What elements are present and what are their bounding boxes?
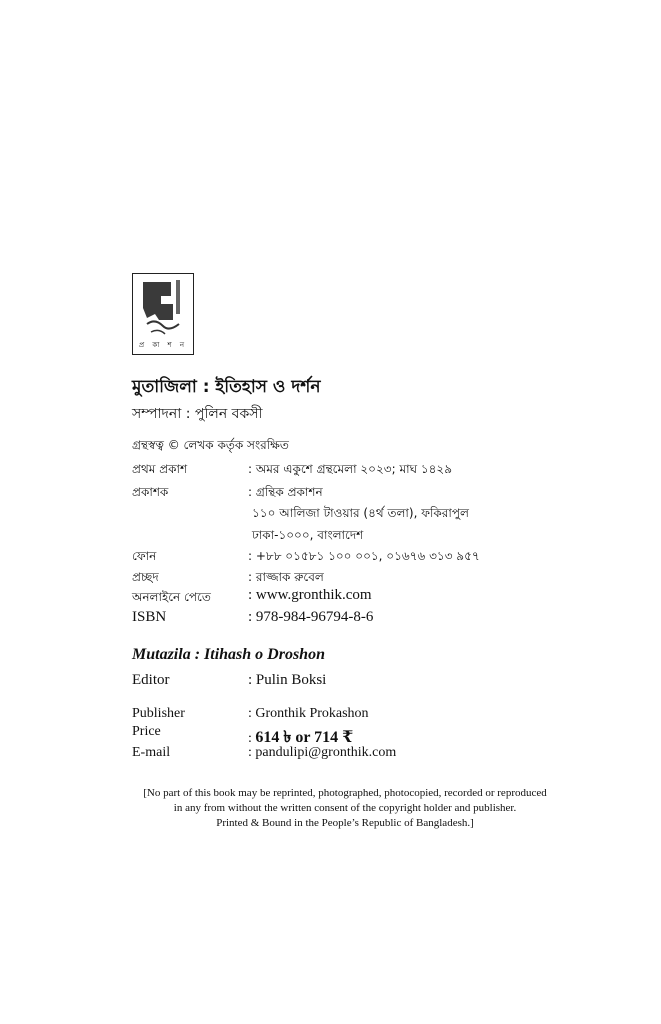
logo-caption: প্র কা শ ন <box>138 341 188 349</box>
copyright-notice: গ্রন্থস্বত্ব © লেখক কর্তৃক সংরক্ষিত <box>132 438 289 452</box>
disclaimer-line: in any from without the written consent of the copyright holder and publisher. <box>173 802 517 814</box>
isbn-label: ISBN <box>132 609 167 625</box>
info-value: ঢাকা-১০০০, বাংলাদেশ <box>252 528 364 542</box>
price-label: Price <box>132 724 161 739</box>
info-value: : গ্রন্থিক প্রকাশন <box>248 485 323 499</box>
info-label: প্রকাশক <box>132 485 169 499</box>
website-link[interactable]: : www.gronthik.com <box>248 587 372 603</box>
editor-label: Editor <box>132 672 170 688</box>
info-label: ফোন <box>132 549 157 563</box>
editor-value: : Pulin Boksi <box>248 672 327 688</box>
info-label: প্রচ্ছদ <box>132 570 159 584</box>
info-label: অনলাইনে পেতে <box>132 590 211 604</box>
price-prefix: : <box>248 731 256 746</box>
isbn-value: : 978-984-96794-8-6 <box>248 609 374 625</box>
publisher-logo <box>132 273 194 355</box>
info-value: : অমর একুশে গ্রন্থমেলা ২০২৩; মাঘ ১৪২৯ <box>248 462 452 476</box>
info-label: প্রথম প্রকাশ <box>132 462 188 476</box>
disclaimer-line: Printed & Bound in the People’s Republic of Bangladesh.] <box>216 817 474 829</box>
book-title-bangla: মুতাজিলা : ইতিহাস ও দর্শন <box>132 377 321 397</box>
info-value: ১১০ আলিজা টাওয়ার (৪র্থ তলা), ফকিরাপুল <box>252 506 469 520</box>
publisher-label: Publisher <box>132 706 185 721</box>
info-value: : রাজ্জাক রুবেল <box>248 570 324 584</box>
info-value: : +৮৮ ০১৫৮১ ১০০ ০০১, ০১৬৭৬ ৩১৩ ৯৫৭ <box>248 549 480 563</box>
book-title-english: Mutazila : Itihash o Droshon <box>132 646 325 663</box>
price-value: 614 ৳ or 714 ₹ <box>255 729 354 746</box>
legal-disclaimer <box>120 786 570 831</box>
email-label: E-mail <box>132 745 171 760</box>
email-value[interactable]: : pandulipi@gronthik.com <box>248 745 397 760</box>
disclaimer-line: [No part of this book may be reprinted, photographed, photocopied, recorded or reproduced <box>143 787 547 799</box>
publisher-value: : Gronthik Prokashon <box>248 706 369 721</box>
editor-line-bangla: সম্পাদনা : পুলিন বকসী <box>132 406 263 422</box>
